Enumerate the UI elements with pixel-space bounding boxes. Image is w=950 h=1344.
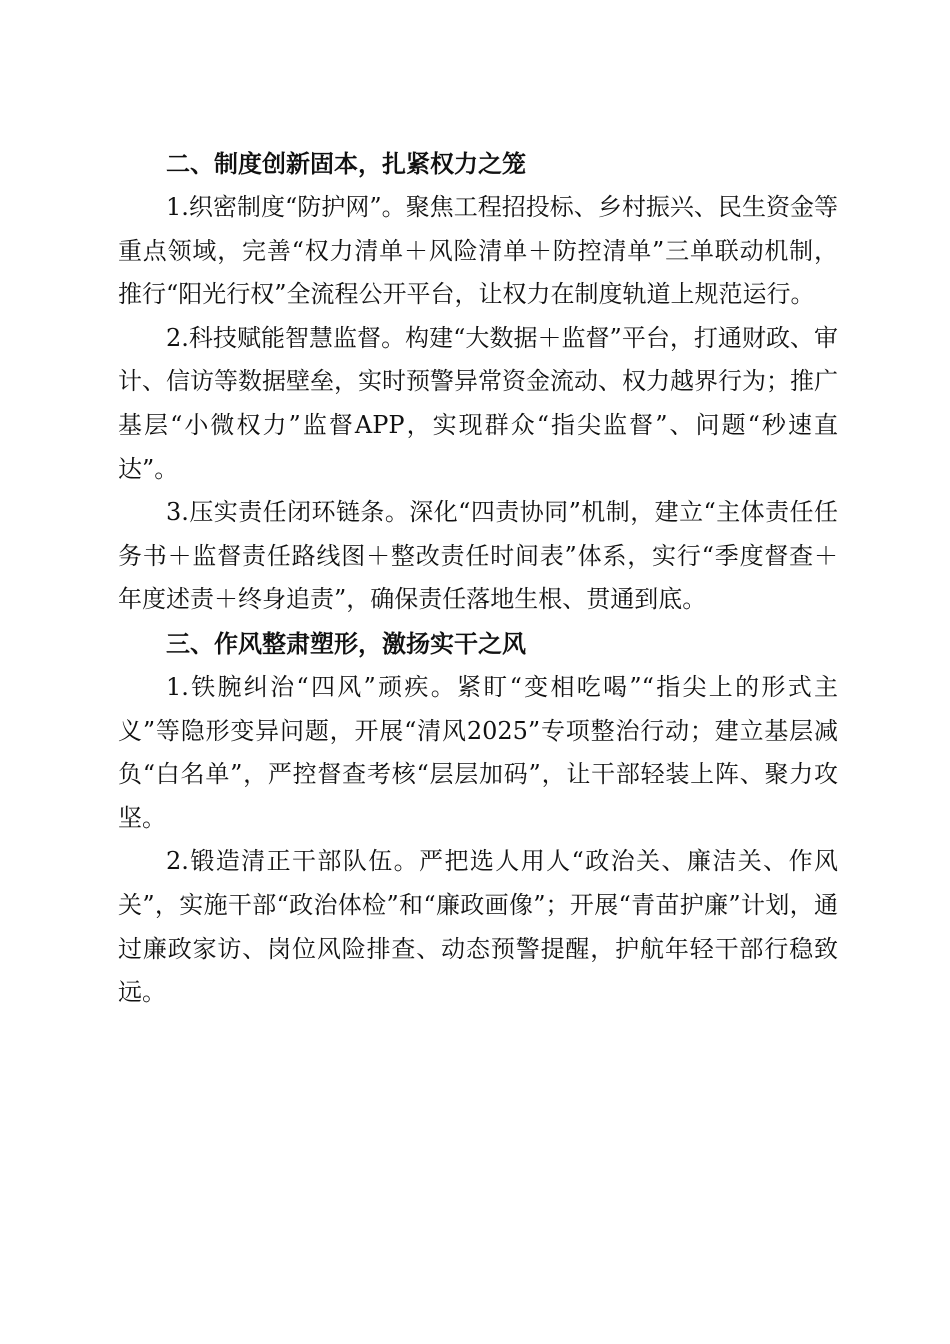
section-heading: 二、制度创新固本，扎紧权力之笼 bbox=[166, 150, 526, 178]
paragraph: 1.铁腕纠治“四风”顽疾。紧盯“变相吃喝”“指尖上的形式主义”等隐形变异问题，开展“清风2025”专项整治行动；建立基层减负“白名单”，严控督查考核“层层加码”，让干部轻装上阵、聚力攻坚。 bbox=[118, 672, 838, 832]
section-work-style bbox=[118, 622, 838, 1015]
paragraph: 3.压实责任闭环链条。深化“四责协同”机制，建立“主体责任任务书＋监督责任路线图＋整改责任时间表”体系，实行“季度督查＋年度述责＋终身追责”，确保责任落地生根、贯通到底。 bbox=[118, 498, 838, 614]
paragraph: 2.锻造清正干部队伍。严把选人用人“政治关、廉洁关、作风关”，实施干部“政治体检”和“廉政画像”；开展“青苗护廉”计划，通过廉政家访、岗位风险排查、动态预警提醒，护航年轻干部行稳致远。 bbox=[118, 847, 838, 1007]
section-heading: 三、作风整肃塑形，激扬实干之风 bbox=[166, 629, 526, 658]
paragraph: 2.科技赋能智慧监督。构建“大数据＋监督”平台，打通财政、审计、信访等数据壁垒，实时预警异常资金流动、权力越界行为；推广基层“小微权力”监督APP，实现群众“指尖监督”、问题“秒速直达”。 bbox=[118, 323, 838, 483]
paragraph: 1.织密制度“防护网”。聚焦工程招投标、乡村振兴、民生资金等重点领域，完善“权力清单＋风险清单＋防控清单”三单联动机制，推行“阳光行权”全流程公开平台，让权力在制度轨道上规范运行。 bbox=[118, 193, 838, 309]
section-system-innovation bbox=[118, 142, 838, 622]
document-page bbox=[118, 142, 838, 1015]
